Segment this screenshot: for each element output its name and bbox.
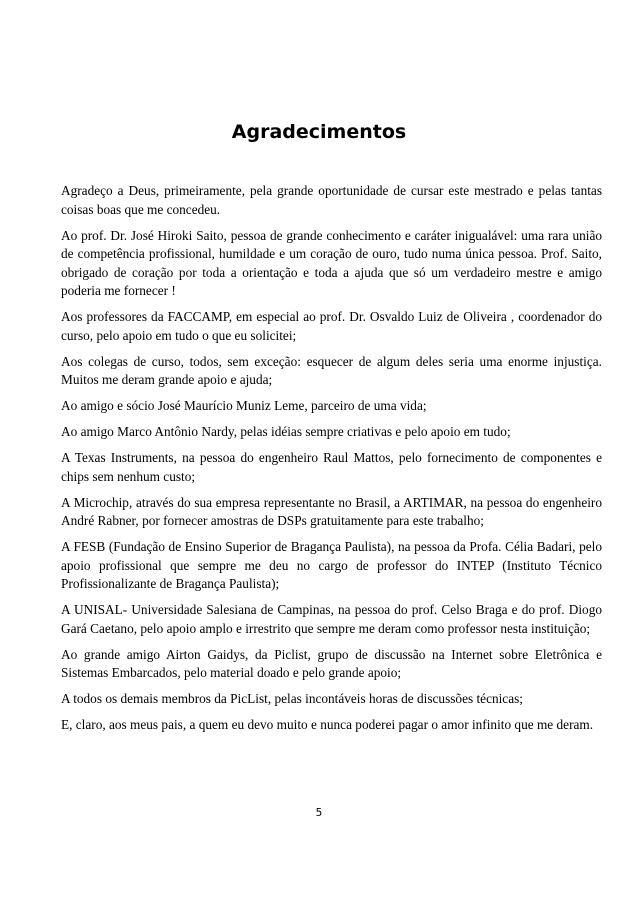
acknowledgements-body bbox=[61, 182, 602, 742]
paragraph: E, claro, aos meus pais, a quem eu devo muito e nunca poderei pagar o amor infinito que me deram. bbox=[61, 717, 594, 732]
paragraph: A todos os demais membros da PicList, pelas incontáveis horas de discussões técnicas; bbox=[61, 691, 523, 706]
page-number: 5 bbox=[315, 807, 323, 819]
paragraph: Ao amigo e sócio José Maurício Muniz Leme, parceiro de uma vida; bbox=[61, 398, 427, 413]
paragraph: A Microchip, através do sua empresa representante no Brasil, a ARTIMAR, na pessoa do engenheiro André Rabner, por fornecer amostras de DSPs gratuitamente para este trabalho; bbox=[61, 494, 602, 528]
paragraph: Aos professores da FACCAMP, em especial ao prof. Dr. Osvaldo Luiz de Oliveira , coordenador do curso, pelo apoio em tudo o que eu solicitei; bbox=[61, 309, 602, 343]
paragraph: A FESB (Fundação de Ensino Superior de Bragança Paulista), na pessoa da Profa. Célia Badari, pelo apoio profissional que sempre me deu no cargo de professor do INTEP (Instituto Técnico Profissionalizante de Bragança Paulista); bbox=[61, 539, 602, 591]
paragraph: Ao grande amigo Airton Gaidys, da Piclist, grupo de discussão na Internet sobre Eletrônica e Sistemas Embarcados, pelo material doado e pelo grande apoio; bbox=[61, 646, 602, 680]
paragraph: A Texas Instruments, na pessoa do engenheiro Raul Mattos, pelo fornecimento de componentes e chips sem nenhum custo; bbox=[61, 450, 602, 484]
paragraph: Ao amigo Marco Antônio Nardy, pelas idéias sempre criativas e pelo apoio em tudo; bbox=[61, 424, 511, 439]
paragraph: Agradeço a Deus, primeiramente, pela grande oportunidade de cursar este mestrado e pelas tantas coisas boas que me concedeu. bbox=[61, 183, 602, 217]
paragraph: A UNISAL- Universidade Salesiana de Campinas, na pessoa do prof. Celso Braga e do prof. Diogo Gará Caetano, pelo apoio amplo e irrestrito que sempre me deram como professor nesta instituição; bbox=[61, 602, 602, 636]
paragraph: Aos colegas de curso, todos, sem exceção: esquecer de algum deles seria uma enorme injustiça. Muitos me deram grande apoio e ajuda; bbox=[61, 353, 602, 387]
paragraph: Ao prof. Dr. José Hiroki Saito, pessoa de grande conhecimento e caráter inigualável: uma rara união de competência profissional, humildade e um coração de ouro, tudo numa única pessoa. Prof. Saito, obrigado de coração por toda a orientação e toda a ajuda que só um verdadeiro mestre e amigo poderia me fornecer ! bbox=[61, 227, 602, 298]
page-title: Agradecimentos bbox=[231, 121, 407, 143]
